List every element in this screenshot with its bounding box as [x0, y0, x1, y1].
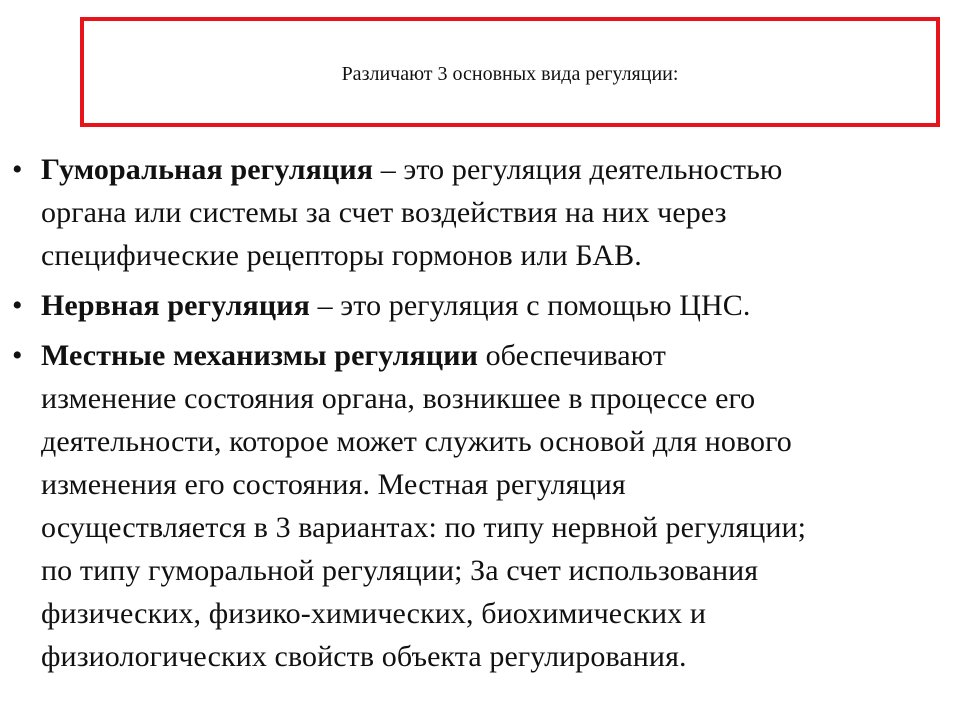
bullet-dot-icon: • — [12, 153, 23, 186]
bullet-humoral-regulation — [12, 148, 957, 277]
bullet-list — [12, 148, 957, 678]
bullet-local-mechanisms — [12, 334, 957, 678]
bullet-term: Гуморальная регуляция — [41, 153, 374, 186]
bullet-text: – это регуляция с помощью ЦНС. — [310, 289, 751, 322]
slide-title-box — [80, 17, 940, 127]
bullet-term: Местные механизмы регуляции — [41, 339, 478, 372]
bullet-text: обеспечивают изменение состояния органа, возникшее в процессе его деятельности, которое может служить основой для нового изменения его состояния. Местная регуляция осуществляется в 3 вариантах: по типу нервной регуляции; по типу гуморальной регуляции; За счет использования физических, физико-химических, биохимических и физиологических свойств объекта регулирования. — [41, 339, 807, 673]
slide-title: Различают 3 основных вида регуляции: — [341, 63, 679, 85]
bullet-term: Нервная регуляция — [41, 289, 310, 322]
bullet-dot-icon: • — [12, 339, 23, 372]
bullet-nervous-regulation — [12, 284, 957, 327]
bullet-text: – это регуляция деятельностью органа или системы за счет воздействия на них через специфические рецепторы гормонов или БАВ. — [41, 153, 783, 272]
bullet-dot-icon: • — [12, 289, 23, 322]
